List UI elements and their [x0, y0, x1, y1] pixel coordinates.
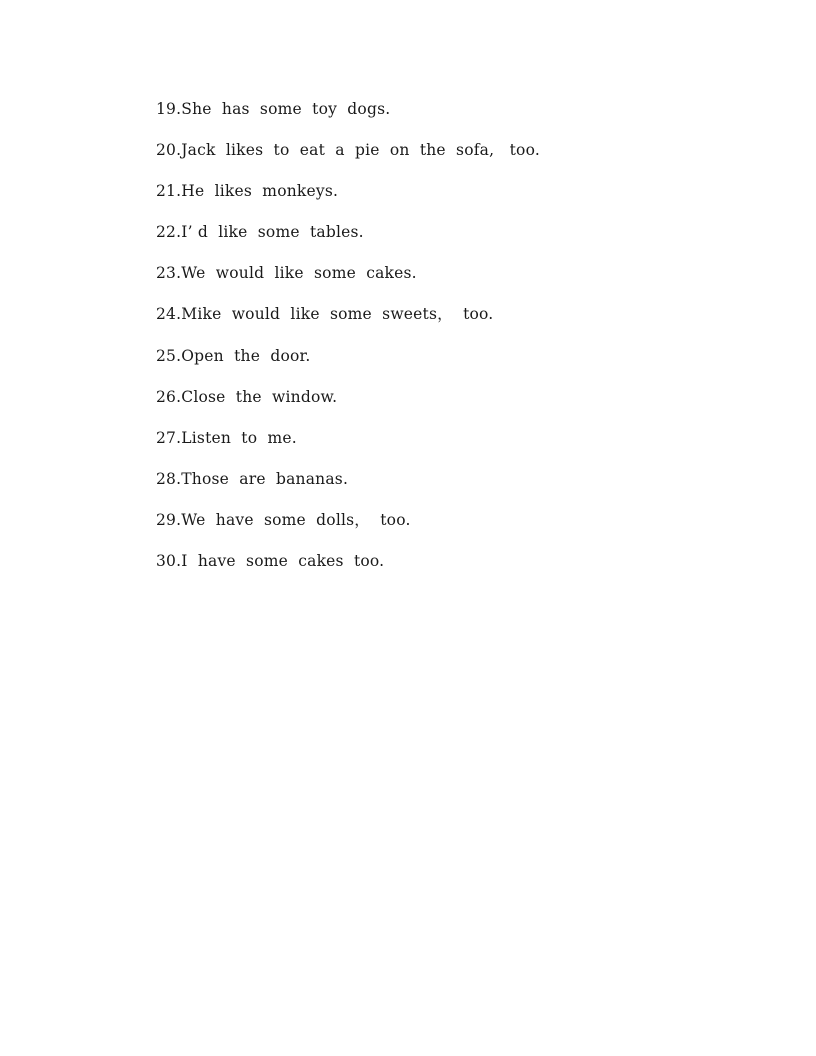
answer-line-24: [156, 303, 540, 344]
answer-number: 26.: [156, 387, 182, 406]
answer-number: 21.: [156, 182, 182, 201]
answer-text: I’ d like some tables.: [181, 223, 364, 242]
answer-text: Those are bananas.: [181, 469, 349, 488]
answer-text: Listen to me.: [181, 428, 297, 447]
answer-text: Mike would like some sweets， too.: [181, 305, 494, 324]
answer-line-26: [156, 386, 540, 427]
answer-line-22: [156, 221, 540, 262]
answer-text: We have some dolls， too.: [181, 510, 411, 529]
answer-number: 25.: [156, 346, 182, 365]
answer-number: 22.: [156, 223, 182, 242]
answer-text: He likes monkeys.: [181, 182, 339, 201]
answer-number: 19.: [156, 100, 182, 118]
answer-line-30: [156, 550, 540, 591]
answer-number: 29.: [156, 510, 182, 529]
answer-line-21: [156, 180, 540, 221]
answer-line-20: [156, 139, 540, 180]
answer-text: We would like some cakes.: [181, 264, 417, 283]
answer-number: 27.: [156, 428, 182, 447]
answer-number: 23.: [156, 264, 182, 283]
answer-number: 24.: [156, 305, 182, 324]
answer-number: 20.: [156, 141, 182, 160]
answer-text: Jack likes to eat a pie on the sofa, too.: [181, 141, 540, 160]
answer-text: I have some cakes too.: [181, 552, 385, 571]
answer-line-23: [156, 262, 540, 303]
answer-text: Open the door.: [181, 346, 311, 365]
answer-number: 28.: [156, 469, 182, 488]
answer-line-28: [156, 468, 540, 509]
answer-text: Close the window.: [181, 387, 338, 406]
answer-list: [156, 98, 540, 591]
answer-line-27: [156, 427, 540, 468]
answer-text: She has some toy dogs.: [181, 100, 391, 118]
answer-line-29: [156, 509, 540, 550]
answer-line-19: [156, 98, 540, 139]
answer-line-25: [156, 345, 540, 386]
answer-number: 30.: [156, 552, 182, 571]
